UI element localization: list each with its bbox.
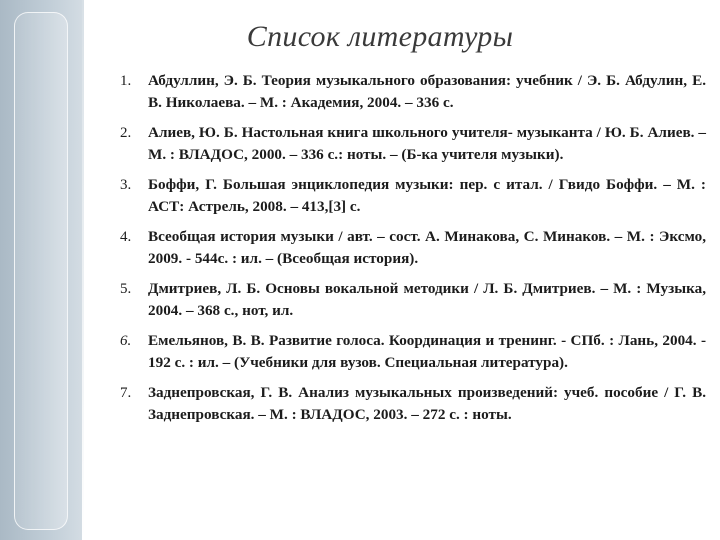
reference-number: 1.: [120, 73, 132, 89]
list-item: [120, 70, 706, 114]
reference-number: 7.: [120, 385, 132, 401]
reference-text: Заднепровская, Г. В. Анализ музыкальных произведений: учеб. пособие / Г. В. Заднепровская. – М. : ВЛАДОС, 2003. – 272 с. : ноты.: [148, 384, 706, 423]
reference-text: Всеобщая история музыки / авт. – сост. А. Минакова, С. Минаков. – М. : Эксмо, 2009. - 544с. : ил. – (Всеобщая история).: [148, 228, 706, 267]
reference-number: 3.: [120, 177, 132, 193]
reference-text: Емельянов, В. В. Развитие голоса. Координация и тренинг. - СПб. : Лань, 2004. - 192 с. : ил. – (Учебники для вузов. Специальная литература).: [148, 332, 706, 371]
list-item: [120, 330, 706, 374]
sidebar-edge: [82, 0, 84, 540]
reference-number: 5.: [120, 281, 132, 297]
reference-text: Абдуллин, Э. Б. Теория музыкального образования: учебник / Э. Б. Абдулин, Е. В. Николаева. – М. : Академия, 2004. – 336 с.: [148, 72, 706, 111]
reference-text: Дмитриев, Л. Б. Основы вокальной методики / Л. Б. Дмитриев. – М. : Музыка, 2004. – 368 с., нот, ил.: [148, 280, 706, 319]
list-item: [120, 226, 706, 270]
reference-number: 2.: [120, 125, 132, 141]
list-item: [120, 278, 706, 322]
sidebar-decoration: [0, 0, 82, 540]
reference-text: Боффи, Г. Большая энциклопедия музыки: пер. с итал. / Гвидо Боффи. – М. : АСТ: Астрель, 2008. – 413,[3] с.: [148, 176, 706, 215]
slide-title: Список литературы: [246, 20, 514, 53]
reference-number: 4.: [120, 229, 132, 245]
reference-text: Алиев, Ю. Б. Настольная книга школьного учителя- музыканта / Ю. Б. Алиев. – М. : ВЛАДОС, 2000. – 336 с.: ноты. – (Б-ка учителя музыки).: [148, 124, 706, 163]
reference-list: [120, 70, 706, 434]
sidebar-frame: [14, 12, 68, 530]
list-item: [120, 122, 706, 166]
list-item: [120, 382, 706, 426]
list-item: [120, 174, 706, 218]
reference-number: 6.: [120, 333, 132, 349]
